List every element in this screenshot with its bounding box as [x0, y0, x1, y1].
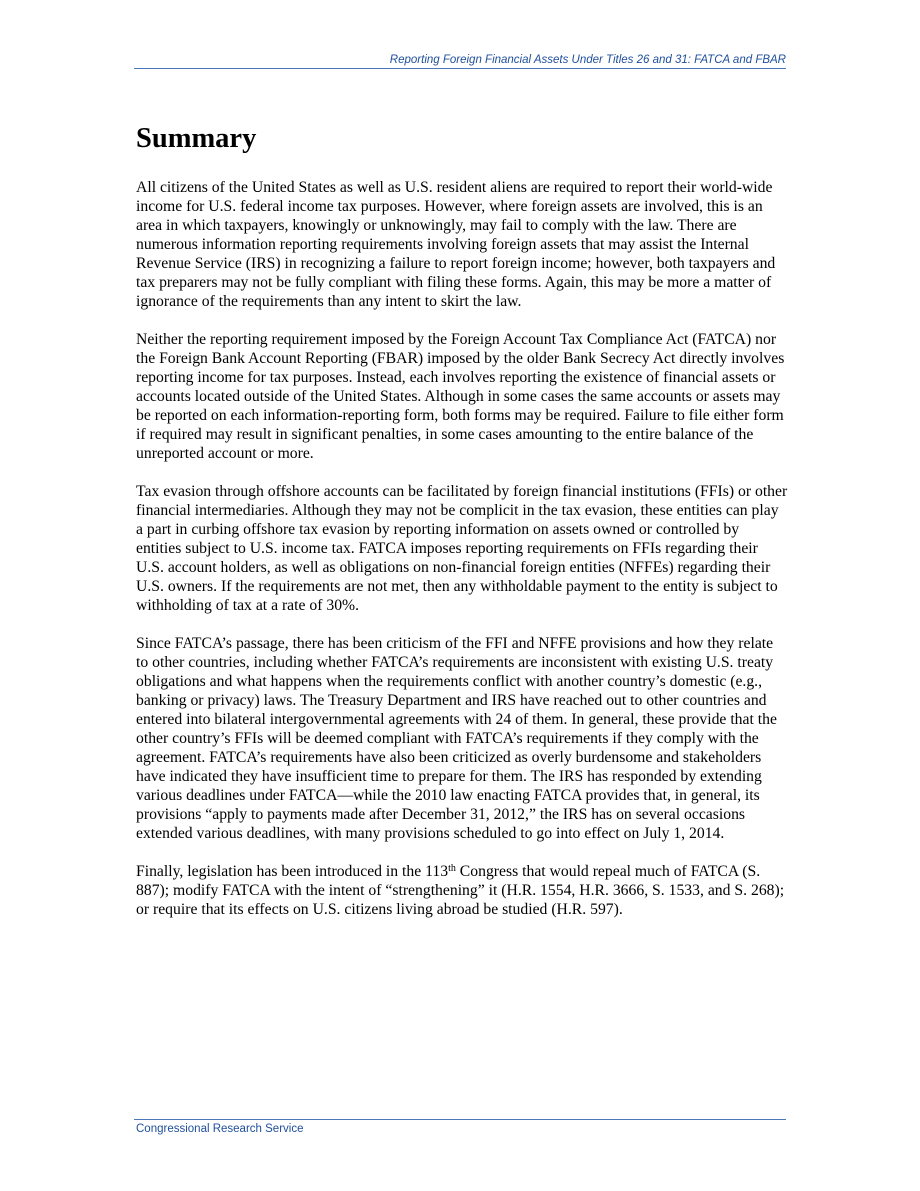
running-header: Reporting Foreign Financial Assets Under Titles 26 and 31: FATCA and FBAR: [389, 54, 786, 66]
summary-body: [136, 178, 788, 938]
ordinal-superscript: th: [448, 863, 456, 874]
running-footer: Congressional Research Service: [136, 1123, 304, 1135]
final-paragraph-start: Finally, legislation has been introduced in the 113: [136, 863, 449, 880]
paragraph: All citizens of the United States as well as U.S. resident aliens are required to report their world-wide income for U.S. federal income tax purposes. However, where foreign assets are involved, this is an area in which taxpayers, knowingly or unknowingly, may fail to comply with the law. There are numerous information reporting requirements involving foreign assets that may assist the Internal Revenue Service (IRS) in recognizing a failure to report foreign income; however, both taxpayers and tax preparers may not be fully compliant with filing these forms. Again, this may be more a matter of ignorance of the requirements than any intent to skirt the law.: [136, 179, 776, 310]
header-divider: [134, 68, 786, 69]
paragraph: Tax evasion through offshore accounts can be facilitated by foreign financial institutions (FFIs) or other financial intermediaries. Although they may not be complicit in the tax evasion, these entities can play a part in curbing offshore tax evasion by reporting information on assets owned or controlled by entities subject to U.S. income tax. FATCA imposes reporting requirements on FFIs regarding their U.S. account holders, as well as obligations on non-financial foreign entities (NFFEs) regarding their U.S. owners. If the requirements are not met, then any withholdable payment to the entity is subject to withholding of tax at a rate of 30%.: [136, 483, 788, 614]
section-title: Summary: [136, 123, 257, 154]
paragraph: Since FATCA’s passage, there has been criticism of the FFI and NFFE provisions and how they relate to other countries, including whether FATCA’s requirements are inconsistent with existing U.S. treaty obligations and what happens when the requirements conflict with another country’s domestic (e.g., banking or privacy) laws. The Treasury Department and IRS have reached out to other countries and entered into bilateral intergovernmental agreements with 24 of them. In general, these provide that the other country’s FFIs will be deemed compliant with FATCA’s requirements if they comply with the agreement. FATCA’s requirements have also been criticized as overly burdensome and stakeholders have indicated they have insufficient time to prepare for them. The IRS has responded by extending various deadlines under FATCA—while the 2010 law enacting FATCA provides that, in general, its provisions “apply to payments made after December 31, 2012,” the IRS has on several occasions extended various deadlines, with many provisions scheduled to go into effect on July 1, 2014.: [136, 635, 777, 842]
final-paragraph-end: Congress that would repeal much of FATCA (S. 887); modify FATCA with the intent of “strengthening” it (H.R. 1554, H.R. 3666, S. 1533, and S. 268); or require that its effects on U.S. citizens living abroad be studied (H.R. 597).: [136, 863, 785, 918]
paragraph-final: [136, 862, 788, 919]
footer-divider: [134, 1119, 786, 1120]
paragraph: Neither the reporting requirement imposed by the Foreign Account Tax Compliance Act (FATCA) nor the Foreign Bank Account Reporting (FBAR) imposed by the older Bank Secrecy Act directly involves reporting income for tax purposes. Instead, each involves reporting the existence of financial assets or accounts located outside of the United States. Although in some cases the same accounts or assets may be reported on each information-reporting form, both forms may be required. Failure to file either form if required may result in significant penalties, in some cases amounting to the entire balance of the unreported account or more.: [136, 331, 785, 462]
